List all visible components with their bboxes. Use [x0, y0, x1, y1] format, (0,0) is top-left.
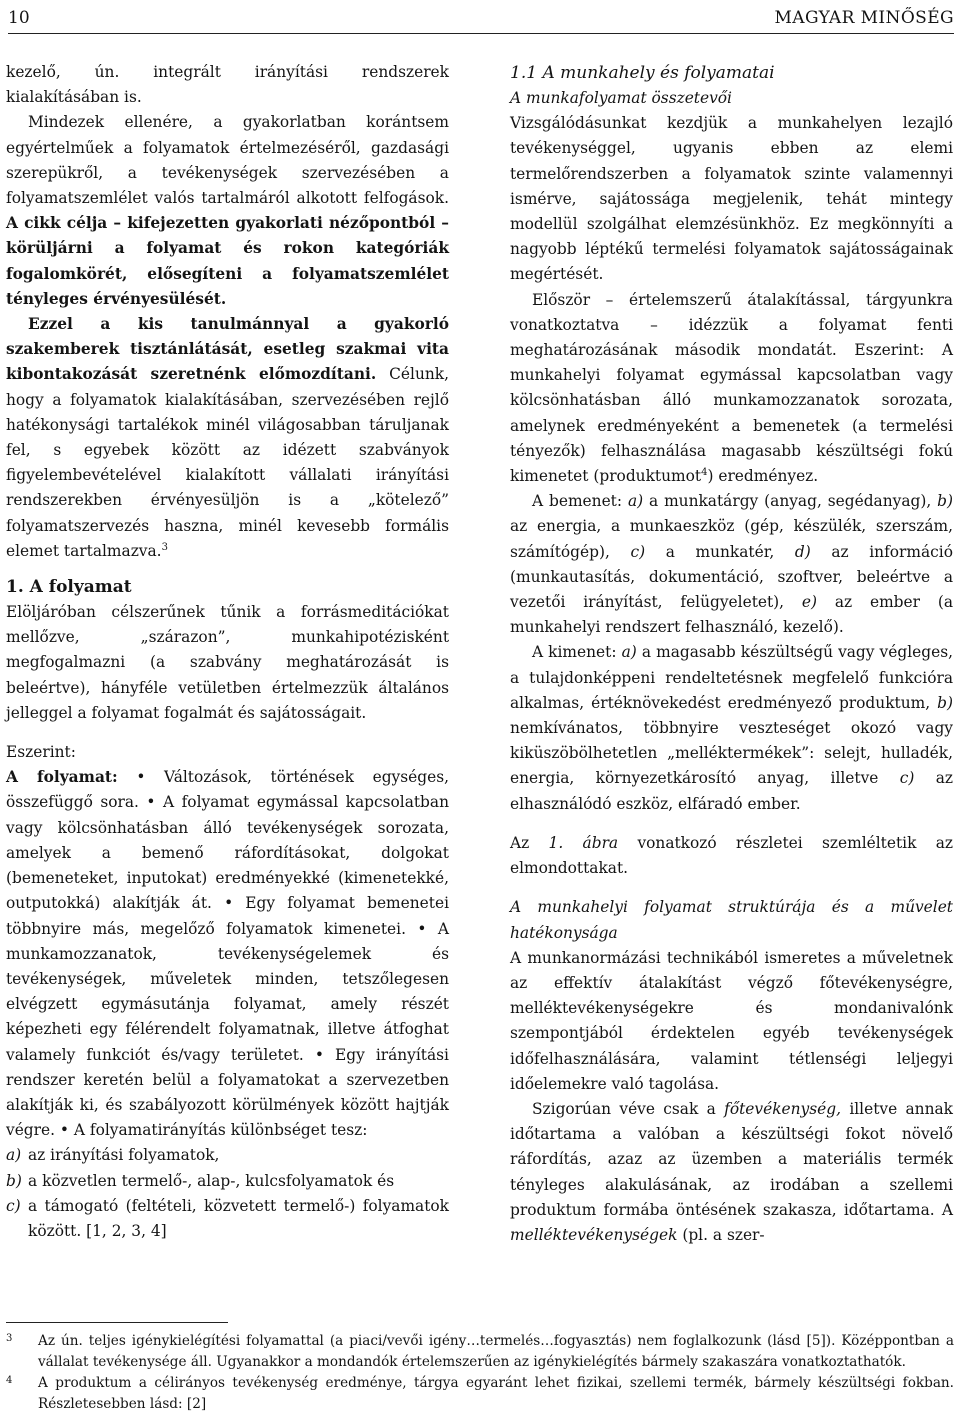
right-column: [510, 60, 953, 1248]
figure-reference[interactable]: 1. ábra: [548, 833, 619, 852]
paragraph: Ezzel a kis tanulmánnyal a gyakorló szakemberek tisztánlátását, esetleg szakmai vita kibontakozását szeretnénk előmozdítani. Célunk, hogy a folyamatok kialakításában, szervezésében rejlő hatékonysági tartalékok minél világosabban táruljanak fel, s egyebek között az idézett szabványok figyelembevételével kialakított vállalati irányítási rendszerekben érvényesüljön is a „kötelező” folyamatszervezés haszna, minél kevesebb formális elemet tartalmazva.$^3$: [6, 315, 449, 560]
paragraph: kezelő, ún. integrált irányítási rendszerek kialakításában is.: [6, 63, 449, 107]
paragraph: A munkanormázási technikából ismeretes a műveletnek az effektív átalakítást végző főtevékenységre, melléktevékenységekre és mondanivalónk szempontjából érdektelen egyéb tevékenységek időfelhasználására, valamint tétlenségi leljegyi időelemekre való tagolása.: [510, 948, 953, 1093]
subsection-heading: 1.1 A munkahely és folyamatai: [510, 63, 775, 83]
paragraph: Vizsgálódásunkat kezdjük a munkahelyen lezajló tevékenységgel, ugyanis ebben az elemi termelőrendszerben a folyamatok szinte valamennyi ismérve, sajátossága megjelenik, tehát mintegy modellül szolgálhat elemzésünkhöz. Ez megkönnyíti a nagyobb léptékű termelési folyamatok sajátosságainak megértését.: [510, 114, 953, 284]
list-item: b) a közvetlen termelő-, alap-, kulcsfolyamatok és: [6, 1169, 449, 1194]
paragraph: A kimenet: a) a magasabb készültségű vagy végleges, a tulajdonképpeni rendeltetésnek megfelelő funkcióra alkalmas, értéknövekedést eredményező produktum, b) nemkívánatos, többnyire veszteséget okozó vagy kiküszöbölhetetlen „melléktermékek”: selejt, hulladék, energia, környezetkárosító anyag, illetve c) az elhasználódó eszköz, elfáradó ember.: [510, 643, 953, 813]
footnote-mark: 4: [6, 1375, 13, 1386]
list-marker: b): [6, 1171, 22, 1190]
footnote: 4 A produktum a célirányos tevékenység eredménye, tárgya egyaránt lehet fizikai, szellemi termék, bármely készültségi fokban. Részletesebben lásd: [2]: [6, 1373, 954, 1415]
list: [6, 1143, 449, 1244]
paragraph: Szigorúan véve csak a főtevékenység, illetve annak időtartama a valóban a készültségi fokot növelő ráfordítás, azaz az üzemben a materiális termék tényleges alakulásának, az irodában a szellemi produktum formába öntésének szakasza, időtartama. A melléktevékenységek (pl. a szer-: [510, 1099, 954, 1244]
list-marker: c): [6, 1196, 21, 1215]
page-number: 10: [8, 8, 30, 28]
footnote-ref[interactable]: 3: [161, 541, 168, 553]
footnotes: [6, 1322, 954, 1415]
footnote-mark: 3: [6, 1333, 13, 1344]
left-column: [6, 60, 449, 1244]
list-item: c) a támogató (feltételi, közvetett termelő-) folyamatok között. [1, 2, 3, 4]: [6, 1194, 449, 1244]
paragraph: Mindezek ellenére, a gyakorlatban korántsem egyértelműek a folyamatok értelmezéséről, gazdasági szerepükről, a tevékenységek szervezésében a folyamatszemlélet valós tartalmáról alkotott felfogások. A cikk célja – kifejezetten gyakorlati nézőpontból – körüljárni a folyamat és rokon kategóriák fogalomkörét, elősegíteni a folyamatszemlélet tényleges érvényesülését.: [6, 113, 449, 308]
subheading: A munkahelyi folyamat struktúrája és a művelet hatékonysága: [510, 898, 953, 942]
footnote-divider: [6, 1322, 228, 1323]
list-item: a) az irányítási folyamatok,: [6, 1143, 449, 1168]
page-header: [8, 4, 954, 34]
definition-paragraph: A folyamat: • Változások, történések egységes, összefüggő sora. • A folyamat egymással kapcsolatban vagy kölcsönhatásban álló tevékenységek sorozata, amelyek a bemenő ráfordításokat, dolgokat (bemeneteket, inputokat) eredményekké (kimenetekké, outputokká) alakítják át. • Egy folyamat bemenetei többnyire más, megelőző folyamatok kimenetei. • A munkamozzanatok, tevékenységelemek és tevékenységek, műveletek minden, tetszőlegesen elvégzett egymásutánja folyamat, amely részét képezheti egy félérendelt folyamatnak, illetve átfoghat valamely funkciót és/vagy területet. • Egy irányítási rendszer keretén belül a folyamatokat a szervezetben alakítják ki, és szabályozott körülmények között hajtják végre. • A folyamatirányítás különbséget tesz:: [6, 768, 449, 1140]
italic-term: főtevékenység,: [724, 1099, 841, 1118]
list-marker: a): [6, 1146, 22, 1165]
footnote-ref[interactable]: 4: [701, 467, 708, 479]
paragraph: Az 1. ábra vonatkozó részletei szemléltetik az elmondottakat.: [510, 833, 953, 878]
running-head: MAGYAR MINŐSÉG: [774, 8, 954, 28]
italic-term: melléktevékenységek: [510, 1225, 678, 1244]
definition-intro: Eszerint:: [6, 743, 76, 762]
paragraph: Elöljáróban célszerűnek tűnik a forrásmeditációkat mellőzve, „szárazon”, munkahipotézisként megfogalmazni (a szabvány meghatározását is beleértve), hányféle vetületben értelmezzük általános jelleggel a folyamat fogalmát és sajátosságait.: [6, 603, 449, 722]
section-heading: 1. A folyamat: [6, 577, 132, 598]
paragraph: A bemenet: a) a munkatárgy (anyag, segédanyag), b) az energia, a munkaeszköz (gép, készülék, szerszám, számítógép), c) a munkatér, d) az információ (munkautasítás, dokumentáció, szoftver, beleértve a vezetői irányítást, felügyeletet), e) az ember (a munkahelyi rendszert felhasználó, kezelő).: [510, 492, 953, 637]
subheading: A munkafolyamat összetevői: [510, 89, 732, 107]
definition-term: A folyamat:: [6, 768, 118, 787]
emphasized-text: Ezzel a kis tanulmánnyal a gyakorló szakemberek tisztánlátását, esetleg szakmai vita kibontakozását szeretnénk előmozdítani.: [6, 315, 449, 384]
footnote: 3 Az ún. teljes igénykielégítési folyamattal (a piaci/vevői igény…termelés…fogyasztás) nem foglalkozunk (lásd [5]). Középpontban a vállalat tevékenysége áll. Ugyanakkor a mondandók értelemszerűen az igénykielégítés bármely szakaszára vonatkoztathatók.: [6, 1331, 954, 1373]
emphasized-text: A cikk célja – kifejezetten gyakorlati nézőpontból – körüljárni a folyamat és rokon kategóriák fogalomkörét, elősegíteni a folyamatszemlélet tényleges érvényesülését.: [6, 214, 449, 308]
paragraph: Először – értelemszerű átalakítással, tárgyunkra vonatkoztatva – idézzük a folyamat fenti meghatározásának második mondatát. Eszerint: A munkahelyi folyamat egymással kapcsolatban vagy kölcsönhatásban álló munkamozzanatok sorozata, amelynek eredményeként a bemenetek (a termelési tényezők) felhasználása magasabb készültségi fokú kimenetet (produktumot$^4$) eredményez.: [510, 290, 953, 486]
